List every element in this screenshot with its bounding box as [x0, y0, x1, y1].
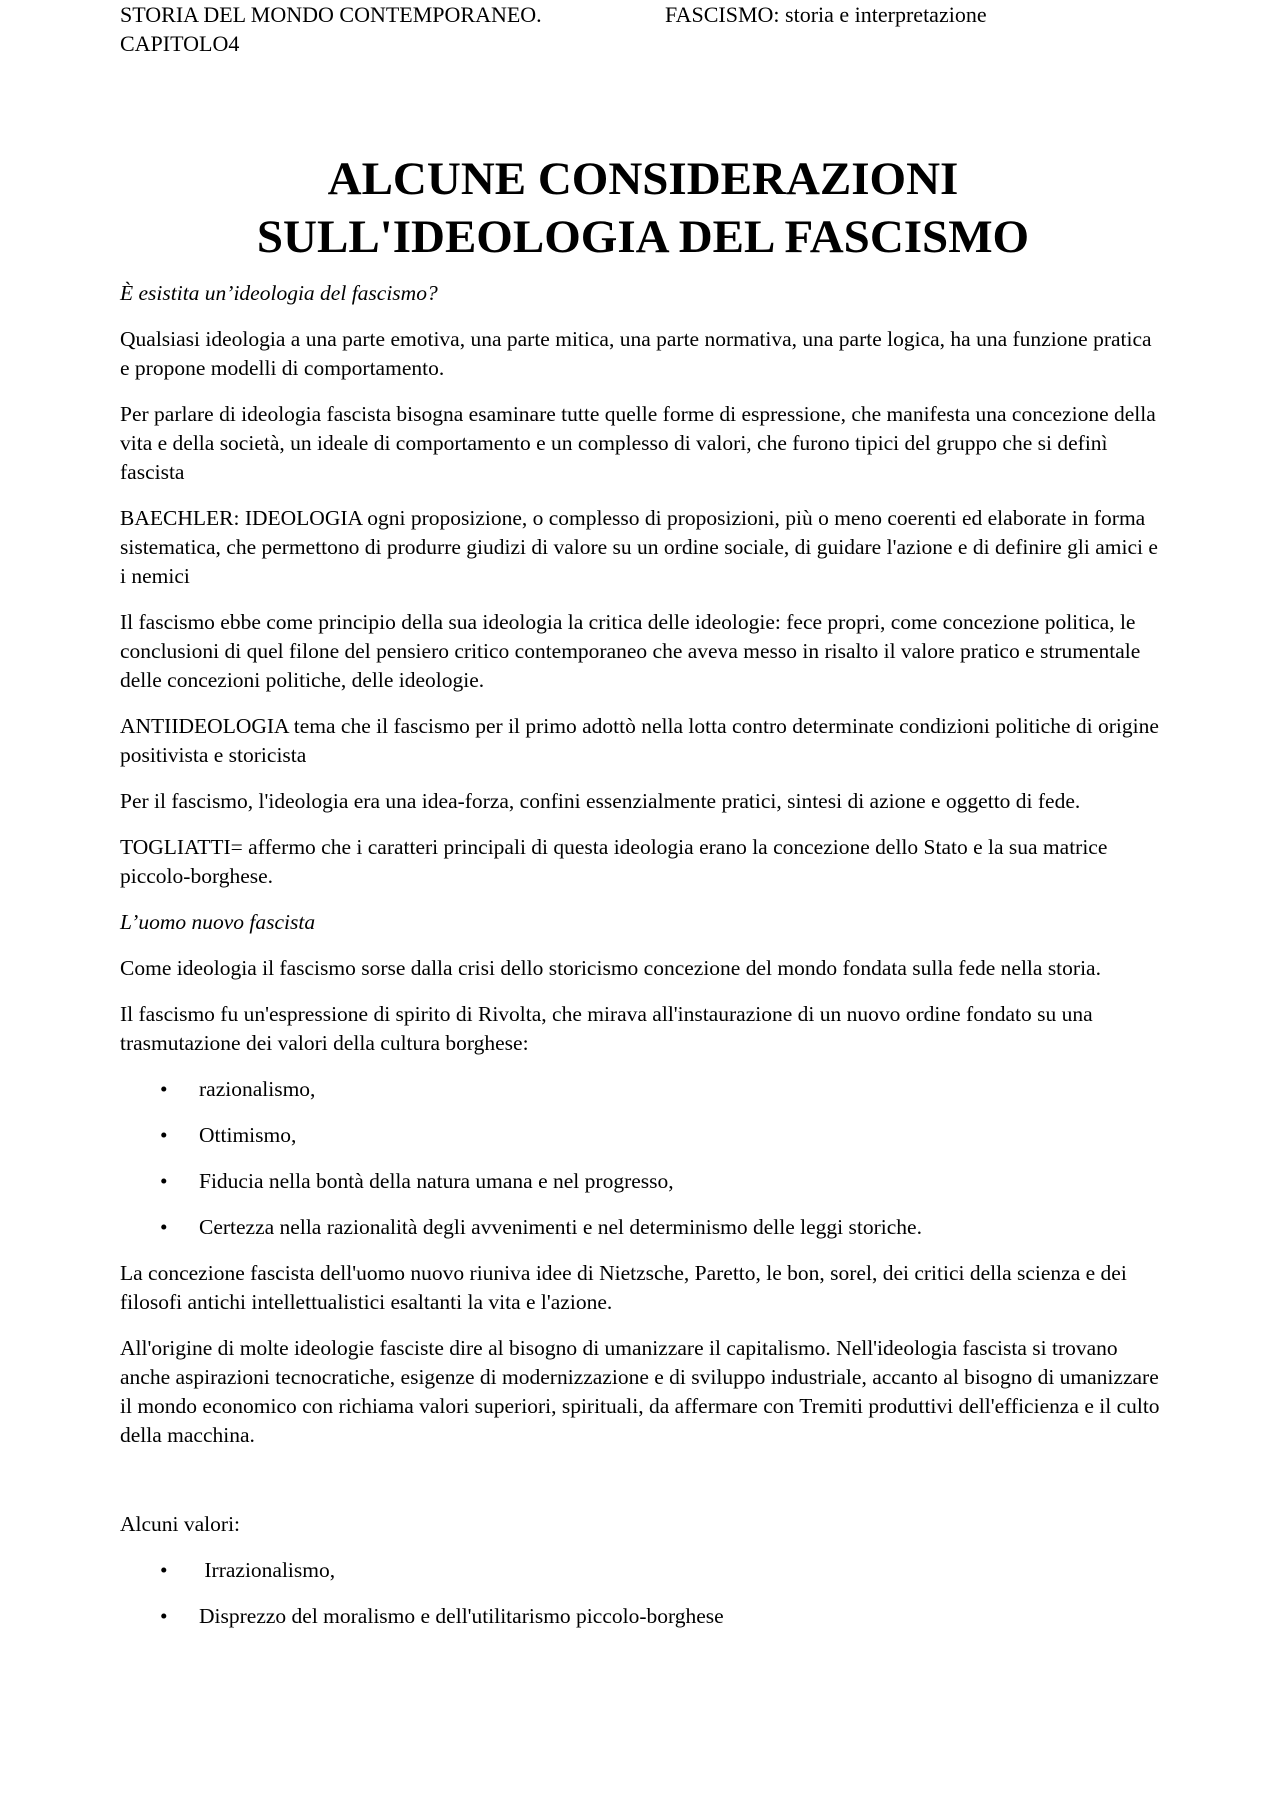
bullet-icon: •	[160, 1558, 168, 1582]
list-item	[120, 1602, 1166, 1631]
paragraph: Il fascismo ebbe come principio della sua ideologia la critica delle ideologie: fece propri, come concezione politica, le conclusioni di quel filone del pensiero critico contemporaneo che aveva messo in risalto il valore pratico e strumentale delle concezioni politiche, delle ideologie.	[120, 610, 1141, 692]
values-heading: Alcuni valori:	[120, 1512, 241, 1536]
page-title	[120, 150, 1166, 266]
question-heading: È esistita un’ideologia del fascismo?	[120, 281, 438, 305]
list-item	[120, 1075, 1166, 1104]
paragraph: Per il fascismo, l'ideologia era una idea-forza, confini essenzialmente pratici, sintesi di azione e oggetto di fede.	[120, 789, 1081, 813]
paragraph: All'origine di molte ideologie fasciste dire al bisogno di umanizzare il capitalismo. Nell'ideologia fascista si trovano anche aspirazioni tecnocratiche, esigenze di modernizzazione e di sviluppo industriale, accanto al bisogno di umanizzare il mondo economico con richiama valori superiori, spirituali, da affermare con Tremiti produttivi dell'efficienza e il culto della macchina.	[120, 1336, 1160, 1447]
fascist-values-list	[120, 1556, 1166, 1631]
bullet-icon: •	[160, 1123, 168, 1147]
list-item-text: Certezza nella razionalità degli avvenimenti e nel determinismo delle leggi storiche.	[199, 1215, 922, 1239]
paragraph: BAECHLER: IDEOLOGIA ogni proposizione, o complesso di proposizioni, più o meno coerenti ed elaborate in forma sistematica, che permettono di produrre giudizi di valore su un ordine sociale, di guidare l'azione e di definire gli amici e i nemici	[120, 506, 1158, 588]
paragraph: TOGLIATTI= affermo che i caratteri principali di questa ideologia erano la concezione dello Stato e la sua matrice piccolo-borghese.	[120, 835, 1108, 888]
title-line-1: ALCUNE CONSIDERAZIONI	[327, 153, 959, 205]
title-line-2: SULL'IDEOLOGIA DEL FASCISMO	[256, 211, 1030, 263]
paragraph: ANTIIDEOLOGIA tema che il fascismo per il primo adottò nella lotta contro determinate condizioni politiche di origine positivista e storicista	[120, 714, 1159, 767]
paragraph: La concezione fascista dell'uomo nuovo riuniva idee di Nietzsche, Paretto, le bon, sorel, dei critici della scienza e dei filosofi antichi intellettualistici esaltanti la vita e l'azione.	[120, 1261, 1127, 1314]
paragraph: Come ideologia il fascismo sorse dalla crisi dello storicismo concezione del mondo fondata sulla fede nella storia.	[120, 956, 1101, 980]
bourgeois-values-list	[120, 1075, 1166, 1242]
new-man-heading: L’uomo nuovo fascista	[120, 910, 316, 934]
list-item-text: Disprezzo del moralismo e dell'utilitarismo piccolo-borghese	[199, 1604, 724, 1628]
header-chapter-topic: FASCISMO: storia e interpretazione	[665, 2, 987, 27]
list-item-text: Fiducia nella bontà della natura umana e nel progresso,	[199, 1169, 674, 1193]
paragraph: Qualsiasi ideologia a una parte emotiva, una parte mitica, una parte normativa, una parte logica, ha una funzione pratica e propone modelli di comportamento.	[120, 327, 1152, 380]
bullet-icon: •	[160, 1215, 168, 1239]
list-item-text: razionalismo,	[199, 1077, 316, 1101]
paragraph: Per parlare di ideologia fascista bisogna esaminare tutte quelle forme di espressione, che manifesta una concezione della vita e della società, un ideale di comportamento e un complesso di valori, che furono tipici del gruppo che si definì fascista	[120, 402, 1156, 484]
list-item-text: Ottimismo,	[199, 1123, 297, 1147]
document-body	[120, 279, 1166, 1648]
bullet-icon: •	[160, 1169, 168, 1193]
list-item	[120, 1213, 1166, 1242]
list-item-text: Irrazionalismo,	[199, 1558, 336, 1582]
paragraph: Il fascismo fu un'espressione di spirito di Rivolta, che mirava all'instaurazione di un nuovo ordine fondato su una trasmutazione dei valori della cultura borghese:	[120, 1002, 1093, 1055]
list-item	[120, 1167, 1166, 1196]
bullet-icon: •	[160, 1604, 168, 1628]
list-item	[120, 1556, 1166, 1585]
list-item	[120, 1121, 1166, 1150]
bullet-icon: •	[160, 1077, 168, 1101]
blank-line	[120, 1467, 1166, 1510]
header-course-title: STORIA DEL MONDO CONTEMPORANEO. CAPITOLO4	[120, 2, 542, 56]
